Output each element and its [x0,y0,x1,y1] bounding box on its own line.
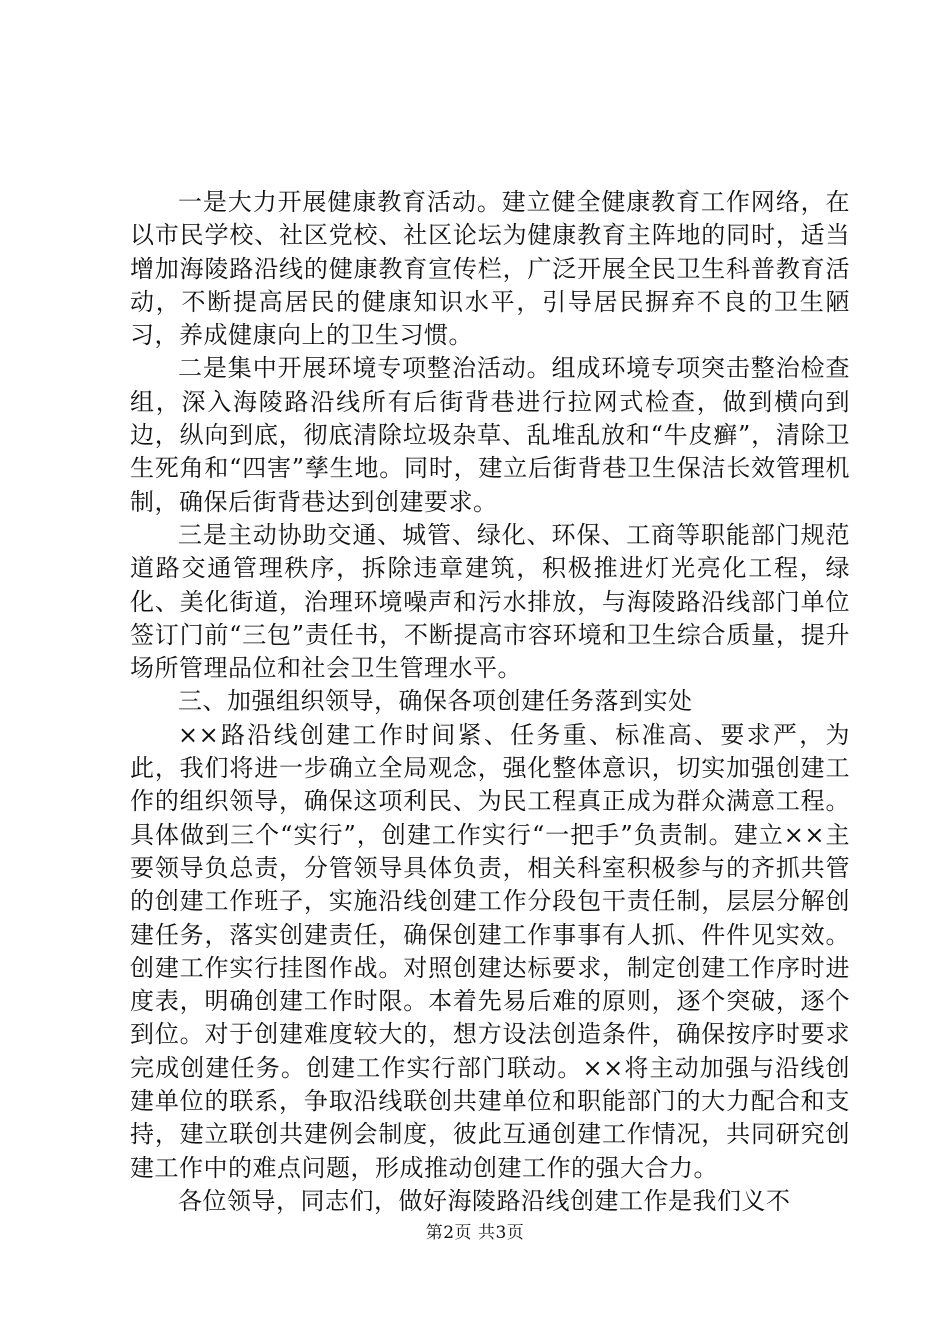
paragraph-department-assistance: 三是主动协助交通、城管、绿化、环保、工商等职能部门规范道路交通管理秩序，拆除违章建筑，积极推进灯光亮化工程，绿化、美化街道，治理环境噪声和污水排放，与海陵路沿线部门单位签订门前“三包”责任书，不断提高市容环境和卫生综合质量，提升场所管理品位和社会卫生管理水平。 [130,520,850,683]
section-heading: 三、加强组织领导，确保各项创建任务落到实处 [178,687,693,716]
paragraph-environment-rectification: 二是集中开展环境专项整治活动。组成环境专项突击整治检查组，深入海陵路沿线所有后街背巷进行拉网式检查，做到横向到边，纵向到底，彻底清除垃圾杂草、乱堆乱放和“牛皮癣”，清除卫生死角和“四害”孳生地。同时，建立后街背巷卫生保洁长效管理机制，确保后街背巷达到创建要求。 [130,354,850,516]
paragraph-organization-leadership: ××路沿线创建工作时间紧、任务重、标准高、要求严，为此，我们将进一步确立全局观念，强化整体意识，切实加强创建工作的组织领导，确保这项利民、为民工程真正成为群众满意工程。具体做到三个“实行”，创建工作实行“一把手”负责制。建立××主要领导负总责，分管领导具体负责，相关科室积极参与的齐抓共管的创建工作班子，实施沿线创建工作分段包干责任制，层层分解创建任务，落实创建责任，确保创建工作事事有人抓、件件见实效。创建工作实行挂图作战。对照创建达标要求，制定创建工作序时进度表，明确创建工作时限。本着先易后难的原则，逐个突破，逐个到位。对于创建难度较大的，想方设法创造条件，确保按序时要求完成创建任务。创建工作实行部门联动。××将主动加强与沿线创建单位的联系，争取沿线联创共建单位和职能部门的大力配合和支持，建立联创共建例会制度，彼此互通创建工作情况，共同研究创建工作中的难点问题，形成推动创建工作的强大合力。 [130,720,850,1182]
body-text [130,186,850,1218]
paragraph-health-education: 一是大力开展健康教育活动。建立健全健康教育工作网络，在以市民学校、社区党校、社区论坛为健康教育主阵地的同时，适当增加海陵路沿线的健康教育宣传栏，广泛开展全民卫生科普教育活动，不断提高居民的健康知识水平，引导居民摒弃不良的卫生陋习，养成健康向上的卫生习惯。 [130,188,850,350]
page-footer: 第2页 共3页 [425,1223,525,1243]
paragraph-closing: 各位领导，同志们，做好海陵路沿线创建工作是我们义不 [178,1186,791,1215]
